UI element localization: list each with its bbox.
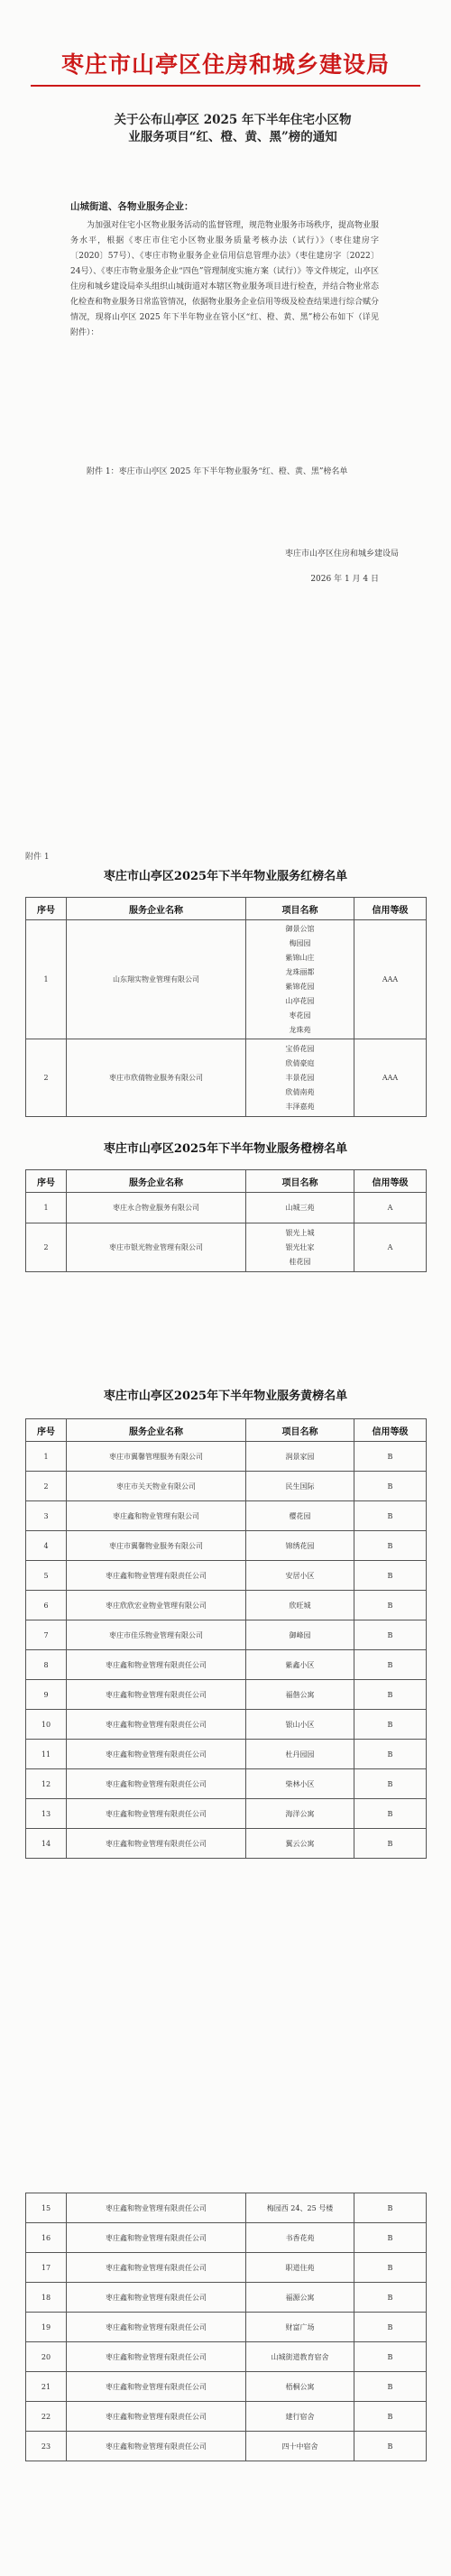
- row-no: 8: [26, 1650, 67, 1680]
- row-no: 1: [26, 1193, 67, 1223]
- row-company: 枣庄鑫和物业管理有限责任公司: [67, 2223, 246, 2253]
- header-no: 序号: [26, 898, 67, 920]
- letterhead: 枣庄市山亭区住房和城乡建设局: [60, 51, 390, 78]
- yellow-list-table-part2: [25, 2193, 427, 2461]
- row-no: 7: [26, 1620, 67, 1650]
- row-project: 民生国际: [246, 1472, 354, 1501]
- row-company: 枣庄鑫和物业管理有限责任公司: [67, 2342, 246, 2372]
- row-company: 枣庄鑫和物业管理有限责任公司: [67, 2193, 246, 2223]
- row-company: 枣庄鑫和物业管理有限责任公司: [67, 1799, 246, 1829]
- row-grade: B: [354, 1799, 427, 1829]
- table-row: [26, 1472, 427, 1501]
- row-grade: B: [354, 2283, 427, 2313]
- row-grade: B: [354, 2402, 427, 2432]
- table-row: [26, 2193, 427, 2223]
- table-row: [26, 2313, 427, 2342]
- row-project: 紫鑫小区: [246, 1650, 354, 1680]
- row-grade: B: [354, 2432, 427, 2461]
- yellow-rows-part1: [26, 1442, 427, 1859]
- table-row: [26, 2432, 427, 2461]
- table-row: [26, 2283, 427, 2313]
- row-project: 欣旺城: [246, 1591, 354, 1620]
- project-item: 龙珠丽都: [285, 967, 315, 976]
- header-grade: 信用等级: [354, 1419, 427, 1442]
- row-company: 枣庄鑫和物业管理有限责任公司: [67, 2313, 246, 2342]
- table-header-row: [26, 1170, 427, 1193]
- row-project: 财富广场: [246, 2313, 354, 2342]
- table-row: [26, 1561, 427, 1591]
- row-no: 9: [26, 1680, 67, 1710]
- row-company: 枣庄鑫和物业管理有限责任公司: [67, 1561, 246, 1591]
- table-row: [26, 1223, 427, 1272]
- row-project: 锦绣花园: [246, 1531, 354, 1561]
- red-list-table: [25, 897, 427, 1117]
- header-name: 服务企业名称: [67, 1419, 246, 1442]
- header-project: 项目名称: [246, 1419, 354, 1442]
- table-row: [26, 2342, 427, 2372]
- signature: 枣庄市山亭区住房和城乡建设局: [284, 549, 399, 559]
- row-project: 安居小区: [246, 1561, 354, 1591]
- row-project: 樱花园: [246, 1501, 354, 1531]
- row-company: 山东翔实物业管理有限公司: [67, 920, 246, 1039]
- header-no: 序号: [26, 1170, 67, 1193]
- row-grade: B: [354, 1561, 427, 1591]
- row-grade: B: [354, 1591, 427, 1620]
- issue-date: 2026 年 1 月 4 日: [310, 575, 379, 584]
- row-no: 2: [26, 1472, 67, 1501]
- project-item: 山亭花园: [285, 996, 315, 1005]
- project-item: 银光壮家: [285, 1242, 315, 1251]
- project-item: 银光上城: [285, 1228, 315, 1237]
- row-project: 福偕公寓: [246, 1680, 354, 1710]
- row-projects: [246, 1039, 354, 1117]
- project-item: 枣花园: [289, 1011, 311, 1020]
- notice-title-line2: 业服务项目“红、橙、黄、黑”榜的通知: [128, 130, 337, 144]
- row-grade: B: [354, 1740, 427, 1769]
- row-project: 海洋公寓: [246, 1799, 354, 1829]
- table-row: [26, 1799, 427, 1829]
- row-no: 17: [26, 2253, 67, 2283]
- row-grade: B: [354, 1829, 427, 1859]
- project-item: 丰景花园: [285, 1073, 315, 1082]
- row-no: 10: [26, 1710, 67, 1740]
- notice-body: 为加强对住宅小区物业服务活动的监督管理，规范物业服务市场秩序，提高物业服务水平，根据《枣庄市住宅小区物业服务质量考核办法（试行）》（枣住建房字〔2020〕57号）、《枣庄市物业服务企业信用信息管理办法》（枣住建房字〔2022〕24号）、《枣庄市物业服务企业“四色”管理制度实施方案（试行）》等文件规定，山亭区住房和城乡建设局牵头组织山城街道对本辖区物业服务项目进行检查，并结合物业常态化检查和物业服务日常监管情况，依据物业服务企业信用等级及检查结果进行综合赋分情况，现将山亭区 2025 年下半年物业在管小区“红、橙、黄、黑”榜公布如下（详见附件）：: [70, 221, 380, 337]
- row-company: 枣庄鑫和物业管理有限公司: [67, 1501, 246, 1531]
- row-no: 5: [26, 1561, 67, 1591]
- row-no: 14: [26, 1829, 67, 1859]
- notice-title-line1: 关于公布山亭区 2025 年下半年住宅小区物: [114, 113, 352, 127]
- row-grade: B: [354, 2223, 427, 2253]
- row-grade: A: [354, 1223, 427, 1272]
- row-company: 枣庄市银光物业管理有限公司: [67, 1223, 246, 1272]
- row-no: 20: [26, 2342, 67, 2372]
- table-row: [26, 2253, 427, 2283]
- orange-list-title: 枣庄市山亭区2025年下半年物业服务橙榜名单: [103, 1142, 348, 1156]
- table-header-row: [26, 898, 427, 920]
- table-row: [26, 1039, 427, 1117]
- row-grade: B: [354, 1442, 427, 1472]
- header-no: 序号: [26, 1419, 67, 1442]
- row-grade: B: [354, 2342, 427, 2372]
- header-name: 服务企业名称: [67, 898, 246, 920]
- row-grade: A: [354, 1193, 427, 1223]
- row-no: 16: [26, 2223, 67, 2253]
- row-grade: B: [354, 1472, 427, 1501]
- yellow-rows-part2: [26, 2193, 427, 2461]
- row-grade: AAA: [354, 920, 427, 1039]
- row-no: 2: [26, 1223, 67, 1272]
- row-company: 枣庄永合物业服务有限公司: [67, 1193, 246, 1223]
- project-item: 桂花园: [289, 1257, 311, 1266]
- table-header-row: [26, 1419, 427, 1442]
- row-company: 枣庄鑫和物业管理有限责任公司: [67, 1650, 246, 1680]
- row-company: 枣庄鑫和物业管理有限责任公司: [67, 1829, 246, 1859]
- row-no: 1: [26, 920, 67, 1039]
- project-item: 梅园园: [289, 938, 311, 947]
- table-row: [26, 1710, 427, 1740]
- row-project: 杜丹园园: [246, 1740, 354, 1769]
- row-grade: B: [354, 1501, 427, 1531]
- table-row: [26, 2372, 427, 2402]
- row-grade: B: [354, 1531, 427, 1561]
- row-no: 21: [26, 2372, 67, 2402]
- row-project: 银山小区: [246, 1710, 354, 1740]
- table-row: [26, 1769, 427, 1799]
- project-item: 宝侨花园: [285, 1044, 315, 1053]
- row-grade: B: [354, 1710, 427, 1740]
- row-projects: [246, 1193, 354, 1223]
- header-project: 项目名称: [246, 898, 354, 920]
- header-project: 项目名称: [246, 1170, 354, 1193]
- row-company: 枣庄鑫和物业管理有限责任公司: [67, 2253, 246, 2283]
- row-grade: B: [354, 2193, 427, 2223]
- header-name: 服务企业名称: [67, 1170, 246, 1193]
- table-row: [26, 1501, 427, 1531]
- row-company: 枣庄鑫和物业管理有限责任公司: [67, 1769, 246, 1799]
- row-project: 梧桐公寓: [246, 2372, 354, 2402]
- row-no: 12: [26, 1769, 67, 1799]
- row-company: 枣庄市关天物业有限公司: [67, 1472, 246, 1501]
- row-project: 山城街道教育宿舍: [246, 2342, 354, 2372]
- row-company: 枣庄鑫和物业管理有限责任公司: [67, 2372, 246, 2402]
- row-no: 4: [26, 1531, 67, 1561]
- letterhead-rule: [31, 85, 420, 87]
- row-company: 枣庄市翼馨管理服务有限公司: [67, 1442, 246, 1472]
- row-no: 22: [26, 2402, 67, 2432]
- row-company: 枣庄市欣倩物业服务有限公司: [67, 1039, 246, 1117]
- row-project: 职道住苑: [246, 2253, 354, 2283]
- project-item: 欣倩豪庭: [285, 1058, 315, 1067]
- project-item: 欣倩南苑: [285, 1087, 315, 1096]
- row-company: 枣庄市佳乐物业管理有限公司: [67, 1620, 246, 1650]
- row-company: 枣庄鑫和物业管理有限责任公司: [67, 1710, 246, 1740]
- attachment-label: 附件 1: [25, 853, 50, 862]
- row-grade: AAA: [354, 1039, 427, 1117]
- table-row: [26, 1740, 427, 1769]
- row-company: 枣庄鑫和物业管理有限责任公司: [67, 2283, 246, 2313]
- row-company: 枣庄鑫和物业管理有限责任公司: [67, 1680, 246, 1710]
- row-no: 15: [26, 2193, 67, 2223]
- row-company: 枣庄鑫和物业管理有限责任公司: [67, 2432, 246, 2461]
- project-item: 御景公馆: [285, 924, 315, 933]
- table-row: [26, 1591, 427, 1620]
- attachment-note: 附件 1：枣庄市山亭区 2025 年下半年物业服务“红、橙、黄、黑”榜名单: [87, 467, 348, 476]
- row-company: 枣庄市翼馨物业服务有限公司: [67, 1531, 246, 1561]
- row-no: 11: [26, 1740, 67, 1769]
- row-project: 书香花苑: [246, 2223, 354, 2253]
- row-project: 福源公寓: [246, 2283, 354, 2313]
- orange-list-table: [25, 1169, 427, 1272]
- greeting: 山城街道、各物业服务企业：: [70, 201, 194, 212]
- row-project: 四十中宿舍: [246, 2432, 354, 2461]
- row-no: 23: [26, 2432, 67, 2461]
- project-item: 山城三苑: [285, 1203, 315, 1212]
- row-project: 建行宿舍: [246, 2402, 354, 2432]
- row-no: 13: [26, 1799, 67, 1829]
- row-projects: [246, 920, 354, 1039]
- table-row: [26, 1193, 427, 1223]
- table-row: [26, 1442, 427, 1472]
- project-item: 丰泽嘉苑: [285, 1102, 315, 1111]
- yellow-list-table-part1: [25, 1418, 427, 1859]
- red-list-title: 枣庄市山亭区2025年下半年物业服务红榜名单: [103, 870, 348, 883]
- table-row: [26, 1650, 427, 1680]
- row-no: 2: [26, 1039, 67, 1117]
- row-projects: [246, 1223, 354, 1272]
- row-no: 3: [26, 1501, 67, 1531]
- table-row: [26, 920, 427, 1039]
- row-no: 19: [26, 2313, 67, 2342]
- row-company: 枣庄鑫和物业管理有限责任公司: [67, 1740, 246, 1769]
- row-grade: B: [354, 1769, 427, 1799]
- header-grade: 信用等级: [354, 1170, 427, 1193]
- table-row: [26, 1531, 427, 1561]
- row-company: 枣庄欣欣宏业物业管理有限公司: [67, 1591, 246, 1620]
- row-no: 1: [26, 1442, 67, 1472]
- table-row: [26, 1620, 427, 1650]
- project-item: 龙珠苑: [289, 1025, 311, 1034]
- header-grade: 信用等级: [354, 898, 427, 920]
- project-item: 紫锦花园: [285, 982, 315, 991]
- row-project: 翼云公寓: [246, 1829, 354, 1859]
- table-row: [26, 2402, 427, 2432]
- table-row: [26, 1829, 427, 1859]
- table-row: [26, 2223, 427, 2253]
- row-project: 梅园西 24、25 号楼: [246, 2193, 354, 2223]
- row-grade: B: [354, 1620, 427, 1650]
- row-grade: B: [354, 2253, 427, 2283]
- row-no: 18: [26, 2283, 67, 2313]
- project-item: 紫锦山庄: [285, 953, 315, 962]
- row-grade: B: [354, 1650, 427, 1680]
- yellow-list-title: 枣庄市山亭区2025年下半年物业服务黄榜名单: [103, 1390, 348, 1403]
- row-company: 枣庄鑫和物业管理有限责任公司: [67, 2402, 246, 2432]
- row-grade: B: [354, 2313, 427, 2342]
- row-no: 6: [26, 1591, 67, 1620]
- row-project: 润景家园: [246, 1442, 354, 1472]
- row-project: 柴林小区: [246, 1769, 354, 1799]
- table-row: [26, 1680, 427, 1710]
- row-grade: B: [354, 1680, 427, 1710]
- row-grade: B: [354, 2372, 427, 2402]
- row-project: 御峰园: [246, 1620, 354, 1650]
